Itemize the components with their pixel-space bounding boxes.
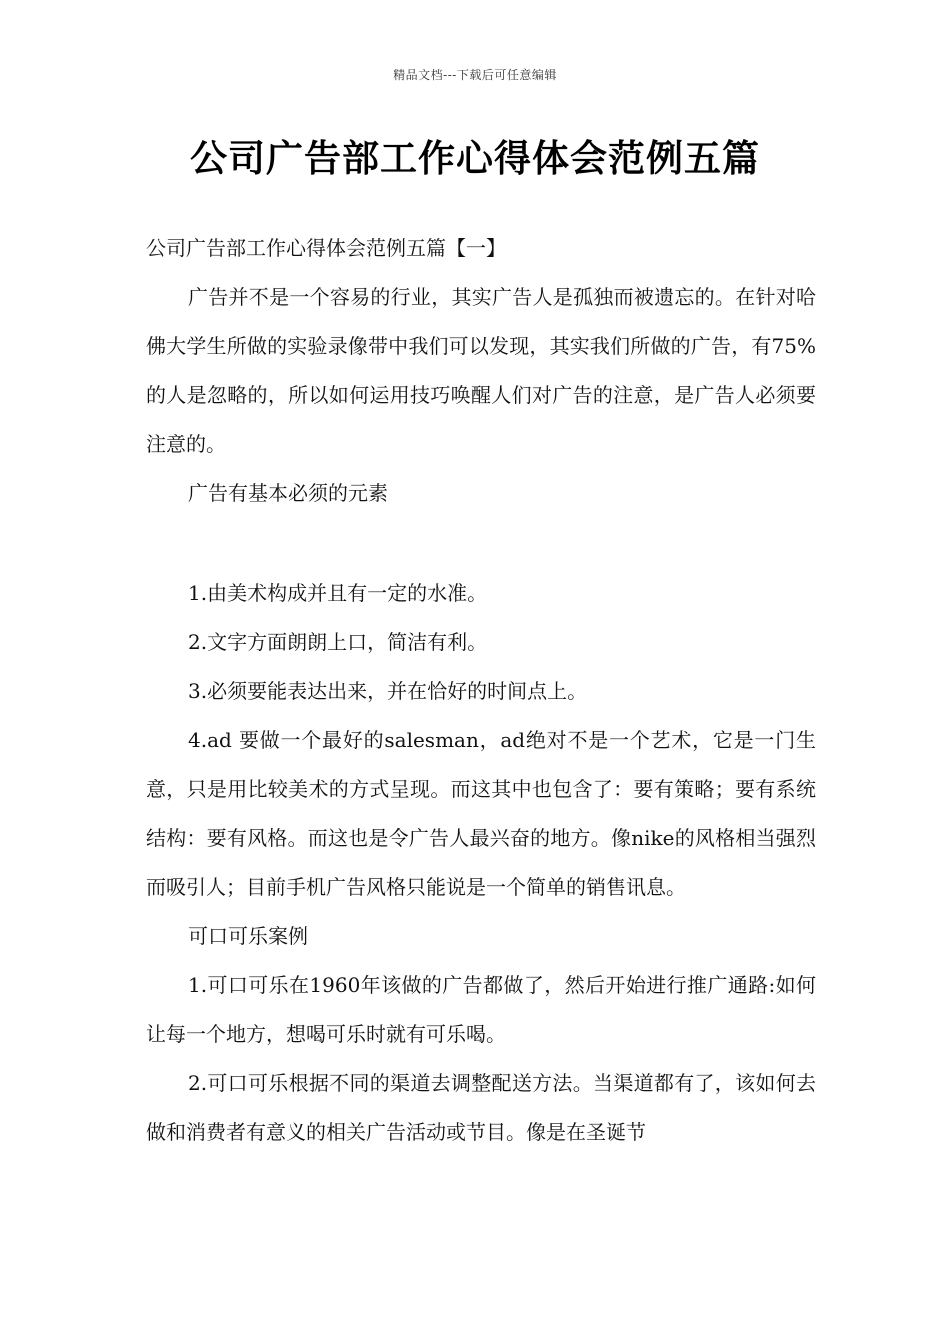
header-note: 精品文档---下载后可任意编辑 (393, 68, 557, 82)
list-item: 1.由美术构成并且有一定的水准。 (188, 581, 488, 605)
section-heading: 公司广告部工作心得体会范例五篇【一】 (146, 236, 506, 260)
blank-line (146, 518, 816, 569)
list-item: 3.必须要能表达出来，并在恰好的时间点上。 (188, 679, 588, 703)
document-title: 公司广告部工作心得体会范例五篇 (190, 137, 760, 180)
subheading: 可口可乐案例 (188, 924, 308, 948)
list-item: 2.文字方面朗朗上口，简洁有利。 (188, 630, 488, 654)
list-item: 2.可口可乐根据不同的渠道去调整配送方法。当渠道都有了，该如何去做和消费者有意义的相关广告活动或节目。像是在圣诞节 (146, 1071, 816, 1144)
paragraph: 广告并不是一个容易的行业，其实广告人是孤独而被遗忘的。在针对哈佛大学生所做的实验录像带中我们可以发现，其实我们所做的广告，有75%的人是忽略的，所以如何运用技巧唤醒人们对广告的注意，是广告人必须要注意的。 (146, 285, 816, 456)
list-item: 1.可口可乐在1960年该做的广告都做了，然后开始进行推广通路:如何让每一个地方，想喝可乐时就有可乐喝。 (146, 973, 816, 1046)
paragraph: 广告有基本必须的元素 (188, 481, 388, 505)
list-item: 4.ad 要做一个最好的salesman，ad绝对不是一个艺术，它是一门生意，只是用比较美术的方式呈现。而这其中也包含了：要有策略；要有系统结构：要有风格。而这也是令广告人最兴奋的地方。像nike的风格相当强烈而吸引人；目前手机广告风格只能说是一个简单的销售讯息。 (146, 728, 816, 899)
document-body (146, 224, 816, 1157)
